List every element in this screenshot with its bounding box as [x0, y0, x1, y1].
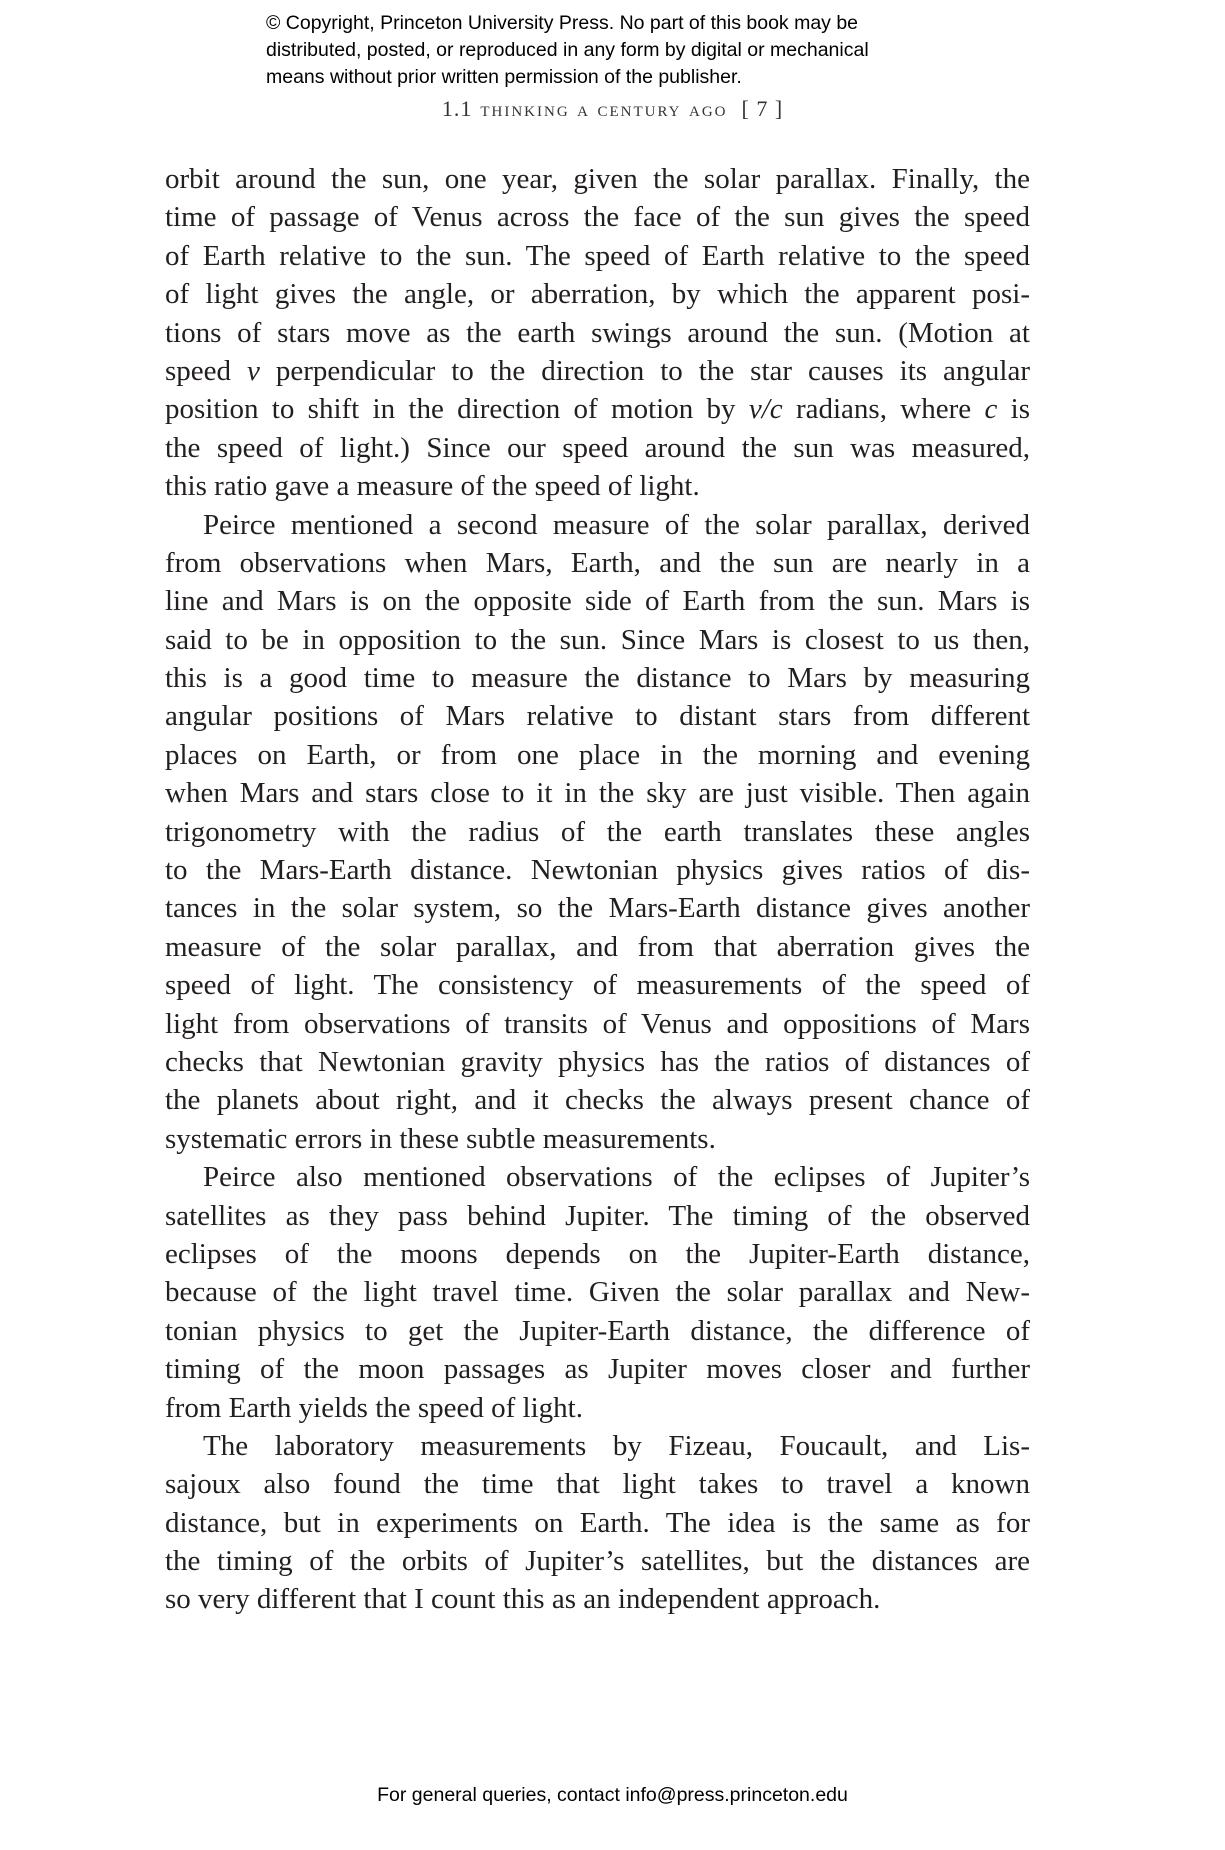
text-segment: radians, where: [782, 393, 985, 426]
text-segment: position to shift in the direction of motion by: [165, 393, 749, 426]
text-line: [165, 966, 1030, 1004]
text-segment: eclipses of the moons depends on the Jupiter-Earth distance,: [165, 1237, 1030, 1270]
page-number: [ 7 ]: [741, 96, 784, 121]
text-segment: timing of the moon passages as Jupiter moves closer and further: [165, 1353, 1030, 1386]
text-line: [165, 1427, 1030, 1465]
text-line: [165, 736, 1030, 774]
text-segment: from Earth yields the speed of light.: [165, 1391, 583, 1424]
text-segment: this is a good time to measure the distance to Mars by measuring: [165, 662, 1030, 695]
text-line: [165, 1542, 1030, 1580]
text-line: [165, 1389, 1030, 1427]
text-line: [165, 813, 1030, 851]
text-segment: time of passage of Venus across the face of the sun gives the speed: [165, 201, 1030, 234]
text-line: [165, 1580, 1030, 1618]
text-line: [165, 697, 1030, 735]
text-segment: is: [997, 393, 1030, 426]
text-line: [165, 352, 1030, 390]
text-line: [165, 314, 1030, 352]
italic-math: v: [247, 354, 260, 387]
text-segment: Peirce mentioned a second measure of the solar parallax, derived: [203, 508, 1030, 541]
text-segment: tances in the solar system, so the Mars-Earth distance gives another: [165, 892, 1030, 925]
italic-math: c: [984, 393, 998, 426]
text-segment: said to be in opposition to the sun. Since Mars is closest to us then,: [165, 623, 1030, 656]
text-segment: The laboratory measurements by Fizeau, Foucault, and Lis-: [203, 1429, 1030, 1462]
text-segment: angular positions of Mars relative to distant stars from different: [165, 700, 1030, 733]
body-text: [165, 160, 1030, 1619]
text-line: [165, 1005, 1030, 1043]
paragraph: [165, 160, 1030, 506]
text-line: [165, 774, 1030, 812]
text-line: [165, 1350, 1030, 1388]
text-line: [165, 237, 1030, 275]
copyright-line: © Copyright, Princeton University Press. No part of this book may be: [266, 12, 859, 34]
text-line: [165, 1043, 1030, 1081]
text-line: [165, 928, 1030, 966]
text-segment: when Mars and stars close to it in the sky are just visible. Then again: [165, 777, 1030, 810]
text-segment: the planets about right, and it checks the always present chance of: [165, 1084, 1030, 1117]
text-line: [165, 275, 1030, 313]
text-line: [165, 1235, 1030, 1273]
footer-contact: For general queries, contact info@press.princeton.edu: [377, 1784, 848, 1806]
text-line: [165, 467, 1030, 505]
text-line: [165, 429, 1030, 467]
text-segment: sajoux also found the time that light takes to travel a known: [165, 1468, 1030, 1501]
text-line: [165, 1504, 1030, 1542]
copyright-line: means without prior written permission of the publisher.: [266, 66, 742, 88]
text-segment: tonian physics to get the Jupiter-Earth distance, the difference of: [165, 1314, 1030, 1347]
text-line: [165, 621, 1030, 659]
text-line: [165, 506, 1030, 544]
text-line: [165, 1273, 1030, 1311]
text-line: [165, 198, 1030, 236]
text-segment: because of the light travel time. Given the solar parallax and New-: [165, 1276, 1030, 1309]
text-line: [165, 544, 1030, 582]
text-segment: the timing of the orbits of Jupiter’s satellites, but the distances are: [165, 1545, 1030, 1578]
text-segment: the speed of light.) Since our speed around the sun was measured,: [165, 431, 1030, 464]
text-segment: line and Mars is on the opposite side of Earth from the sun. Mars is: [165, 585, 1030, 618]
text-line: [165, 889, 1030, 927]
text-line: [165, 1120, 1030, 1158]
text-line: [165, 1465, 1030, 1503]
text-segment: of Earth relative to the sun. The speed of Earth relative to the speed: [165, 239, 1030, 272]
text-segment: places on Earth, or from one place in the morning and evening: [165, 738, 1030, 771]
text-segment: distance, but in experiments on Earth. The idea is the same as for: [165, 1506, 1030, 1539]
chapter-title: thinking a century ago: [480, 96, 728, 121]
text-segment: checks that Newtonian gravity physics has the ratios of distances of: [165, 1045, 1030, 1078]
paragraph: [165, 1158, 1030, 1427]
text-line: [165, 160, 1030, 198]
text-segment: light from observations of transits of Venus and oppositions of Mars: [165, 1007, 1030, 1040]
text-line: [165, 582, 1030, 620]
text-segment: to the Mars-Earth distance. Newtonian physics gives ratios of dis-: [165, 854, 1030, 887]
text-segment: so very different that I count this as an independent approach.: [165, 1583, 881, 1616]
text-segment: this ratio gave a measure of the speed of light.: [165, 470, 700, 503]
text-segment: orbit around the sun, one year, given the solar parallax. Finally, the: [165, 163, 1030, 195]
text-line: [165, 851, 1030, 889]
text-segment: systematic errors in these subtle measurements.: [165, 1122, 716, 1155]
italic-math: v/c: [748, 393, 783, 426]
copyright-line: distributed, posted, or reproduced in any form by digital or mechanical: [266, 39, 869, 61]
text-line: [165, 1312, 1030, 1350]
text-segment: trigonometry with the radius of the earth translates these angles: [165, 815, 1030, 848]
paragraph: [165, 1427, 1030, 1619]
text-segment: of light gives the angle, or aberration, by which the apparent posi-: [165, 278, 1030, 311]
text-segment: measure of the solar parallax, and from that aberration gives the: [165, 930, 1030, 963]
text-segment: perpendicular to the direction to the star causes its angular: [259, 354, 1031, 387]
text-segment: speed: [165, 354, 248, 387]
text-segment: speed of light. The consistency of measurements of the speed of: [165, 969, 1030, 1002]
text-line: [165, 390, 1030, 428]
text-line: [165, 1158, 1030, 1196]
text-line: [165, 659, 1030, 697]
paragraph: [165, 506, 1030, 1159]
running-head: [0, 96, 1225, 122]
text-line: [165, 1197, 1030, 1235]
text-line: [165, 1081, 1030, 1119]
text-segment: satellites as they pass behind Jupiter. The timing of the observed: [165, 1199, 1030, 1232]
text-segment: tions of stars move as the earth swings around the sun. (Motion at: [165, 316, 1030, 349]
section-number: 1.1: [441, 96, 473, 121]
text-segment: Peirce also mentioned observations of the eclipses of Jupiter’s: [203, 1161, 1030, 1194]
text-segment: from observations when Mars, Earth, and the sun are nearly in a: [165, 546, 1030, 579]
copyright-notice: [266, 10, 869, 91]
